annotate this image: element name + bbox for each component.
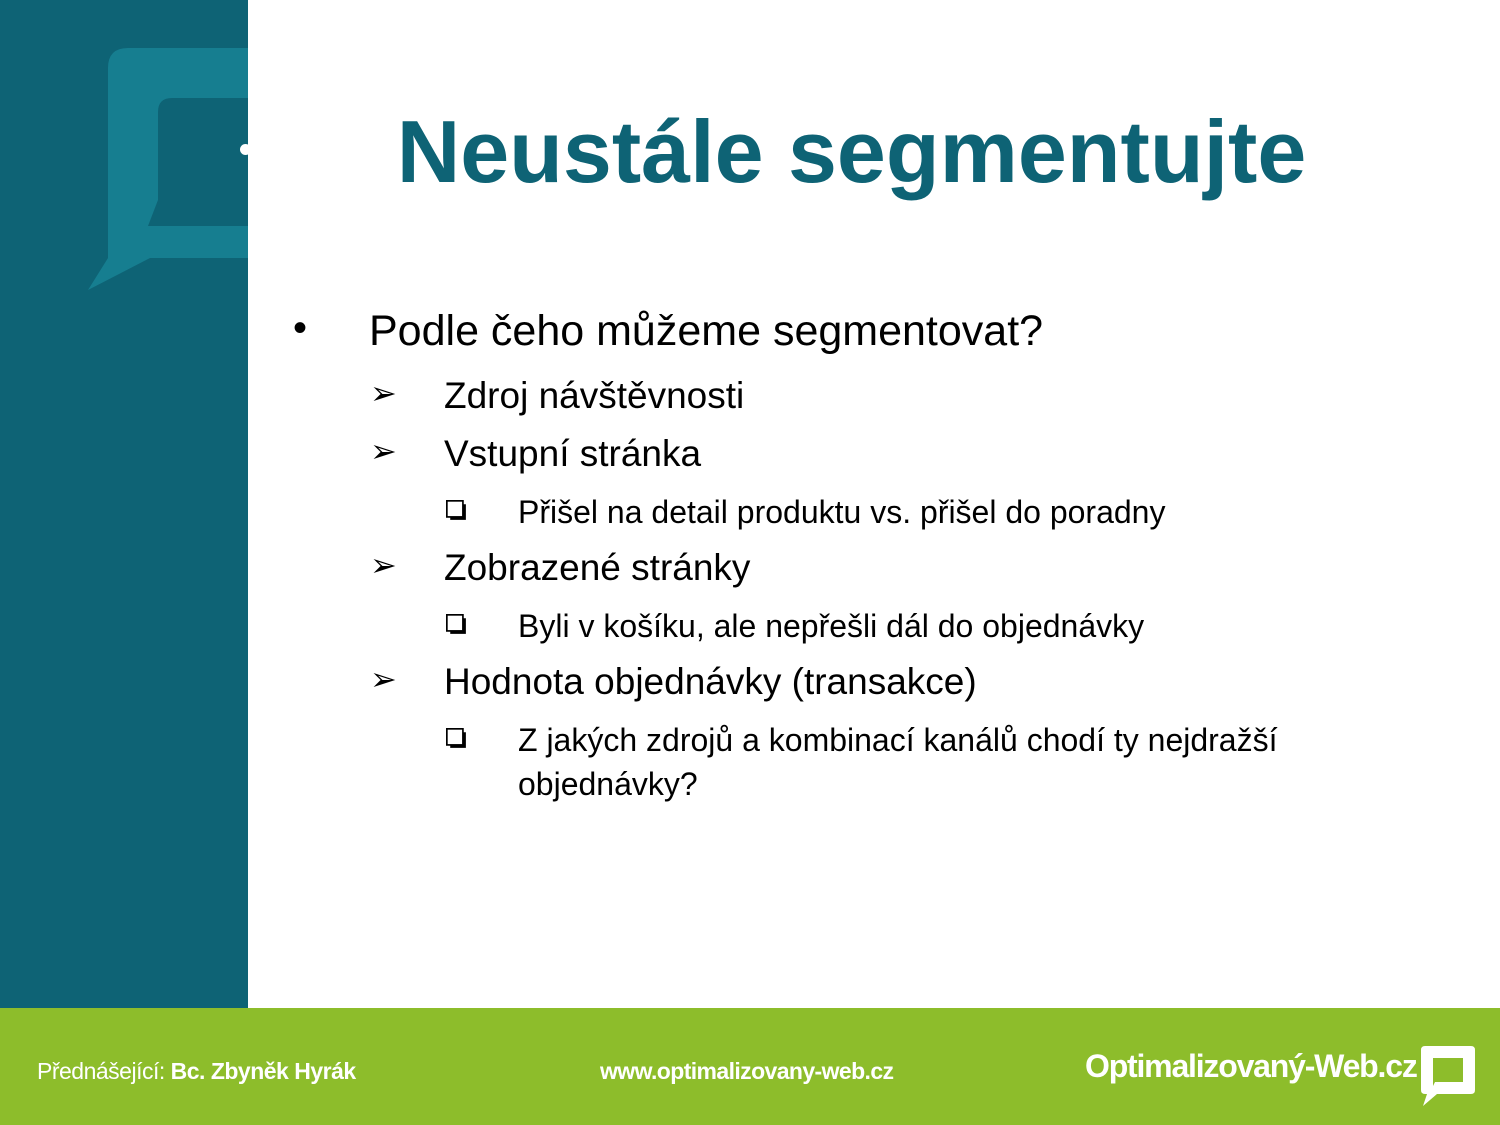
footer-bar	[0, 1008, 1500, 1125]
bullet-dot-icon: •	[293, 306, 308, 350]
presenter-name: Bc. Zbyněk Hyrák	[170, 1058, 356, 1084]
bullet-text: Přišel na detail produktu vs. přišel do poradny	[518, 494, 1166, 530]
brand-logo-text: Optimalizovaný-Web.cz	[1085, 1048, 1417, 1084]
bullet-text: Hodnota objednávky (transakce)	[444, 661, 977, 702]
checkbox-bullet-icon	[446, 500, 468, 522]
presenter-label: Přednášející:	[37, 1058, 165, 1084]
bullet-text: Zobrazené stránky	[444, 547, 751, 588]
arrow-bullet-icon: ➢	[370, 433, 397, 469]
bullet-text: Z jakých zdrojů a kombinací kanálů chodí ty nejdražší objednávky?	[518, 722, 1278, 802]
bullet-text: Podle čeho můžeme segmentovat?	[369, 307, 1044, 355]
footer-url-link[interactable]: www.optimalizovany-web.cz	[600, 1058, 894, 1084]
speech-bubble-icon	[1417, 1044, 1477, 1110]
arrow-bullet-icon: ➢	[370, 661, 397, 697]
bullet-text: Byli v košíku, ale nepřešli dál do objednávky	[518, 608, 1145, 644]
arrow-bullet-icon: ➢	[370, 547, 397, 583]
checkbox-bullet-icon	[446, 614, 468, 636]
sidebar-panel	[0, 0, 248, 1008]
checkbox-bullet-icon	[446, 728, 468, 750]
speech-bubble-icon	[0, 0, 248, 300]
arrow-bullet-icon: ➢	[370, 375, 397, 411]
presenter-credit	[37, 1058, 356, 1085]
slide-title: Neustále segmentujte	[396, 102, 1307, 201]
bullet-text: Vstupní stránka	[444, 433, 702, 474]
bullet-text: Zdroj návštěvnosti	[444, 375, 745, 416]
